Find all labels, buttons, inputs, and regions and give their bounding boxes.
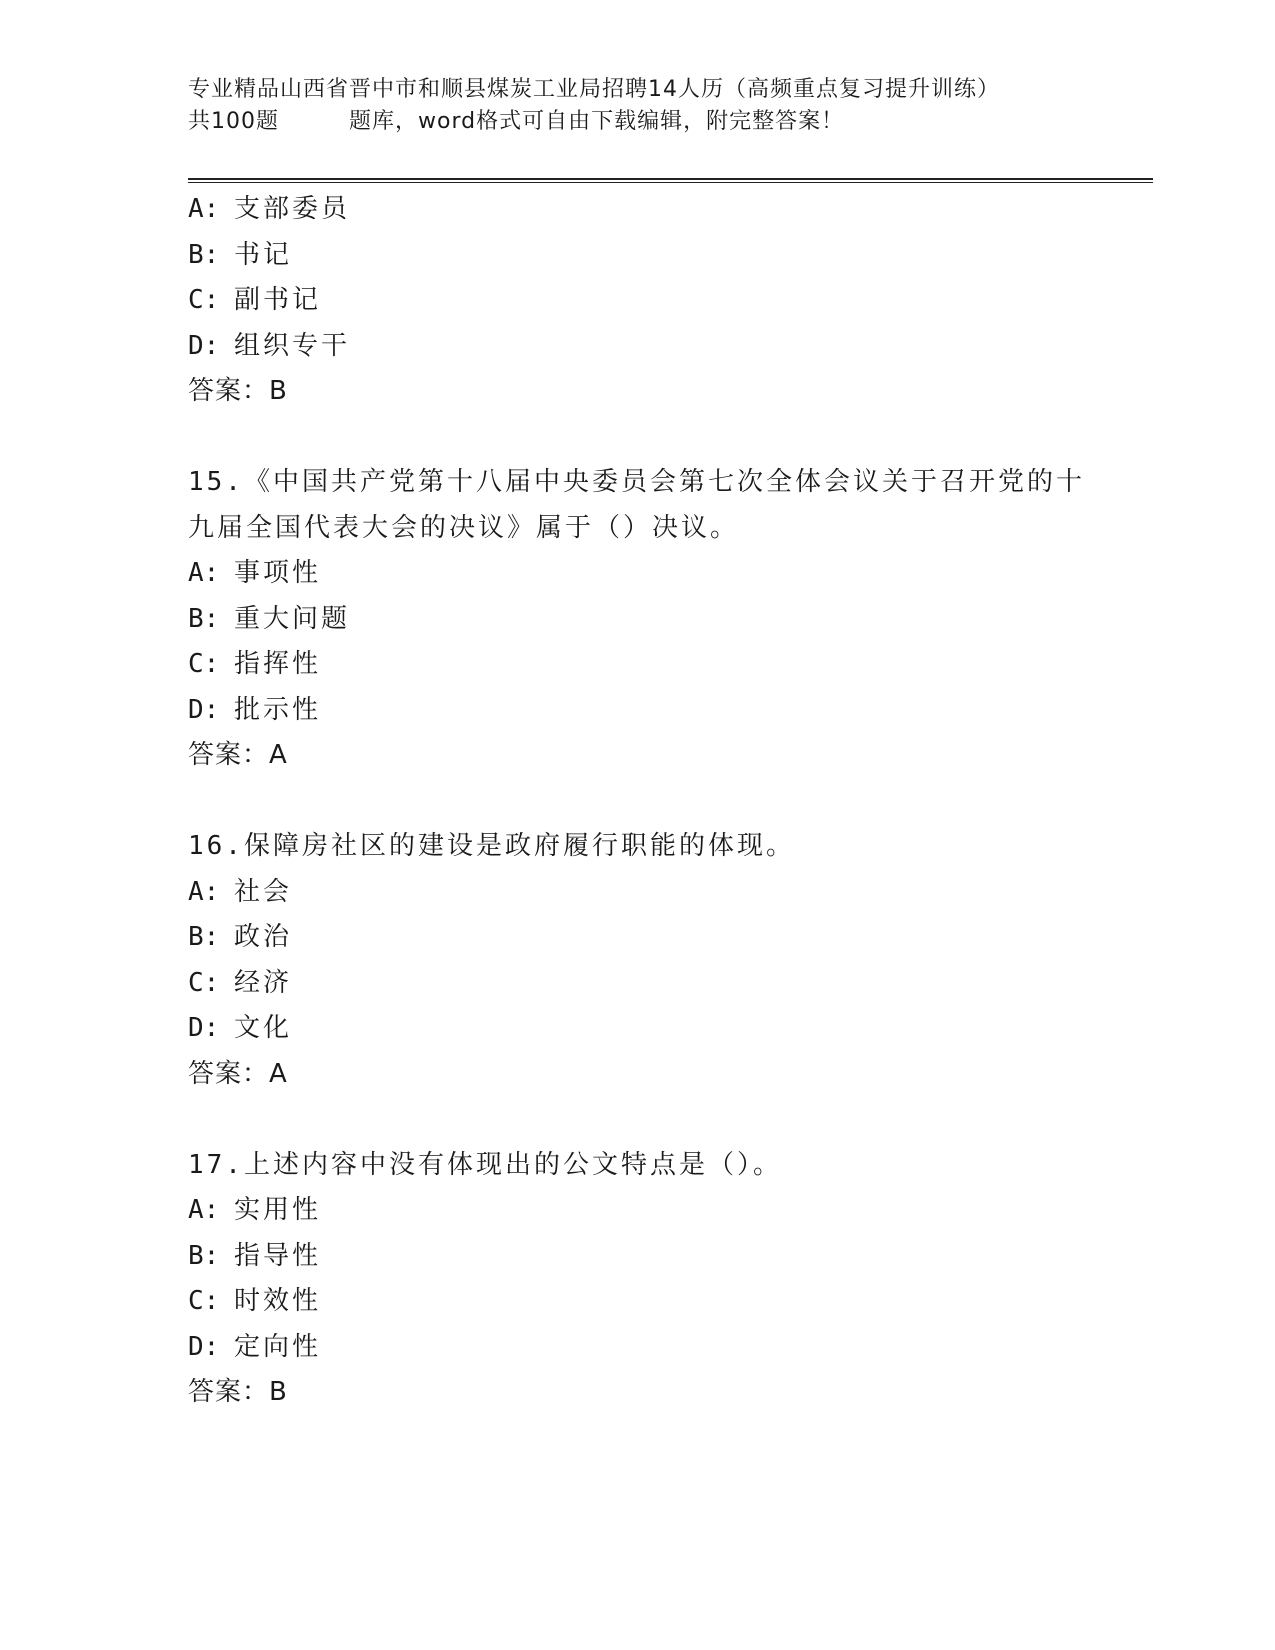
option-d: D: 批示性: [188, 694, 322, 725]
question-stem: 16.保障房社区的建设是政府履行职能的体现。: [188, 831, 795, 861]
question-stem: 17.上述内容中没有体现出的公文特点是（）。: [188, 1149, 782, 1180]
question-17: [188, 1143, 1153, 1416]
option-a: A: 事项性: [188, 558, 322, 588]
header-count: 共100题: [188, 109, 279, 134]
answer: 答案：B: [188, 376, 288, 406]
answer: 答案：A: [188, 740, 288, 770]
option-a: A: 支部委员: [188, 194, 351, 224]
header-note: 题库，word格式可自由下载编辑，附完整答案！: [349, 109, 845, 134]
option-d: D: 组织专干: [188, 330, 351, 361]
question-stem: 15.《中国共产党第十八届中央委员会第七次全体会议关于召开党的十: [188, 467, 1085, 497]
option-c: C: 经济: [188, 967, 293, 998]
header-title: 专业精品山西省晋中市和顺县煤炭工业局招聘14人历（高频重点复习提升训练）: [188, 77, 1000, 102]
option-b: B: 政治: [188, 922, 293, 952]
document-header: [188, 74, 1088, 138]
question-16: [188, 824, 1153, 1097]
question-list: [188, 187, 1153, 1416]
option-a: A: 实用性: [188, 1195, 322, 1225]
header-divider-thin: [188, 182, 1153, 183]
header-subtitle: [188, 106, 1088, 138]
answer: 答案：A: [188, 1058, 288, 1089]
question-stem-cont: 九届全国代表大会的决议》属于（）决议。: [188, 512, 740, 543]
question-14: [188, 187, 1153, 415]
option-a: A: 社会: [188, 876, 293, 907]
question-15: [188, 460, 1153, 779]
option-d: D: 定向性: [188, 1331, 322, 1362]
option-d: D: 文化: [188, 1013, 293, 1043]
option-c: C: 指挥性: [188, 649, 322, 679]
option-b: B: 指导性: [188, 1240, 322, 1271]
header-divider: [188, 178, 1153, 180]
option-b: B: 书记: [188, 239, 293, 270]
option-c: C: 时效性: [188, 1286, 322, 1316]
option-b: B: 重大问题: [188, 603, 351, 634]
answer: 答案：B: [188, 1377, 288, 1407]
option-c: C: 副书记: [188, 285, 322, 315]
